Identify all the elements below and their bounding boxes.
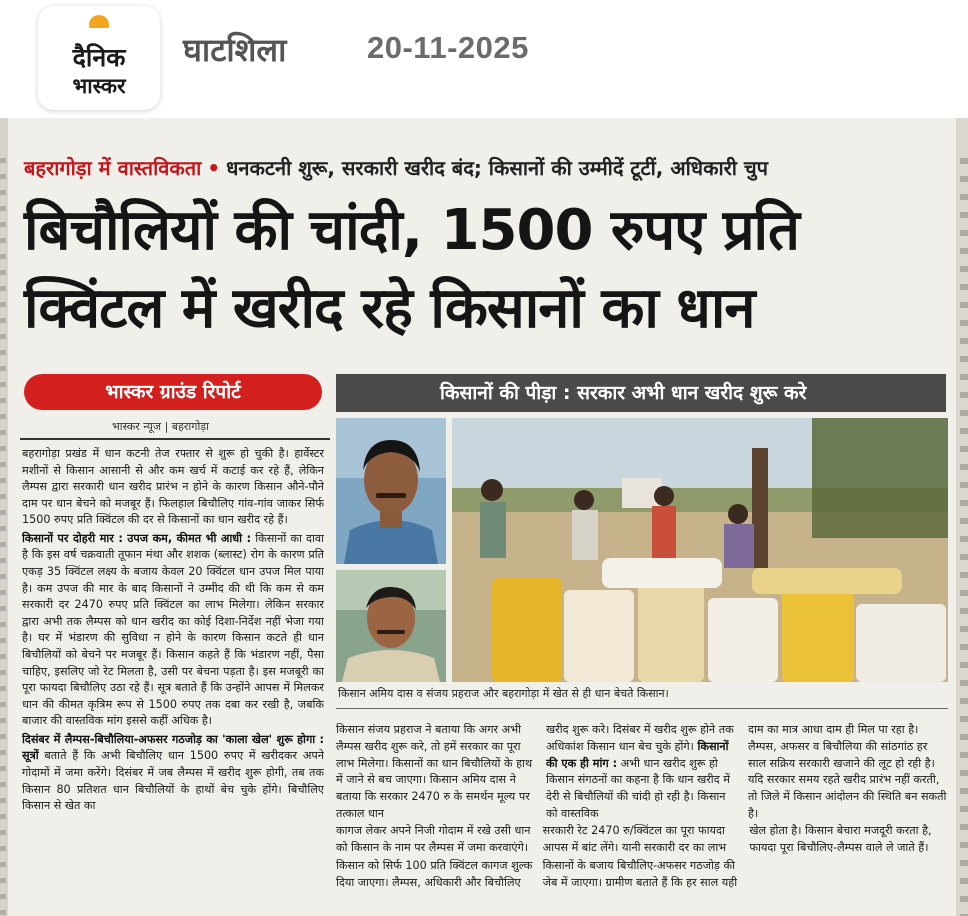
paddy-sacks-field-photo [452,418,948,682]
adjacent-column-left [0,158,6,916]
article-kicker [24,154,954,181]
edition-city: घाटशिला [183,31,287,69]
ground-report-badge: भास्कर ग्राउंड रिपोर्ट [24,374,322,410]
article-body-column-1: किसान संजय प्रहराज ने बताया कि अगर अभी लैम्पस खरीद शुरू करे, तो हमें सरकार का पूरा लाभ मिलेगा। किसानों का धान बिचौलियों के हाथ में जाने से बच जाएगा। किसान अमिय दास ने बताया कि सरकार 2470 रु के समर्थन मूल्य पर तत्काल धान [336,723,533,820]
byline: भास्कर न्यूज | बहरागोड़ा [112,420,210,433]
subheading: किसानों पर दोहरी मार : उपज कम, कीमत भी आधी : [22,531,252,545]
paragraph-text: खरीद शुरू करे। दिसंबर में खरीद शुरू होने तक अधिकांश किसान धान बेच चुके होंगे। [546,723,734,753]
photo-caption: किसान अमिय दास व संजय प्रहराज और बहरागोड़ा में खेत से ही धान बेचते किसान। [338,687,669,700]
headline-line-2: क्विंटल में खरीद रहे किसानों का धान [24,276,755,341]
sun-logo-icon [85,12,113,36]
article-body-column-2 [546,722,736,822]
kicker-separator: • [207,156,221,180]
kicker-subtitle: धनकटनी शुरू, सरकारी खरीद बंद; किसानों की उम्मीदें टूटीं, अधिकारी चुप [226,156,769,180]
subheading: किसानों की एक ही मांग : [546,739,729,770]
newspaper-clipping[interactable] [0,118,968,916]
edition-date: 20-11-2025 [367,30,529,65]
logo-text-dainik: दैनिक [72,43,126,72]
paragraph-with-subhead [22,732,324,815]
caption-divider [336,708,948,709]
paragraph-text: बताते हैं कि अभी बिचौलिए धान 1500 रुपए में खरीदकर अपने गोदामों में जमा करेंगे। दिसंबर में जब लैम्पस में खरीद शुरू होगी, तब तक किसान 80 प्रतिशत धान बिचौलियों के हाथों बेच चुके होंगे। बिचौलिए किसान से खेत का [22,749,324,813]
article-body-bottom-columns: कागज लेकर अपने निजी गोदाम में रखे उसी धान को किसान के नाम पर लैम्पस में जमा करवाएंगे। किसान को सिर्फ 100 प्रति क्विंटल कागज शुल्क दिया जाएगा। लैम्पस, अधिकारी और बिचौलिए सरकारी रेट 2470 रु/क्विंटल का पूरा फायदा आपस में बांट लेंगे। यानी सरकारी दर का लाभ किसानों के बजाय बिचौलिए-अफसर गठजोड़ की जेब में जाएगा। ग्रामीण बताते हैं कि हर साल यही खेल होता है। किसान बेचारा मजदूरी करता है, फायदा पूरा बिचौलिए-लैम्पस वाले ले जाते हैं। [336,824,932,890]
kicker-highlight: बहरागोड़ा में वास्तविकता [24,156,202,180]
portrait-photo-sanjay-praharaj [336,570,446,682]
headline-line-1: बिचौलियों की चांदी, 1500 रुपए प्रति [24,198,799,263]
article-body-column-3: दाम का मात्र आधा दाम ही मिल पा रहा है। लैम्पस, अफसर व बिचौलिया की सांठगांठ हर साल सक्रिय सरकारी खजाने की लूट हो रही है। यदि सरकार समय रहते खरीद प्रारंभ नहीं करती, तो जिले में किसान आंदोलन की स्थिति बन सकती है। [748,723,947,820]
app-header [0,0,968,118]
byline-divider [20,438,330,440]
photo-section-banner: किसानों की पीड़ा : सरकार अभी धान खरीद शुरू करे [336,374,946,412]
adjacent-column-right [960,158,968,916]
portrait-photo-amiya-das [336,418,446,564]
subheading: दिसंबर में लैम्पस-बिचौलिया-अफसर गठजोड़ का 'काला खेल' शुरू होगा : सूत्रों [22,732,324,763]
paragraph: बहरागोड़ा प्रखंड में धान कटनी तेज रफ्तार से शुरू हो चुकी है। हार्वेस्टर मशीनों से किसान आसानी से और कम खर्च में कटाई कर रहे हैं, लेकिन लैम्पस द्वारा सरकारी धान खरीद प्रारंभ न होने के कारण किसान औने-पौने दाम पर धान बेचने को मजबूर हैं। फिलहाल बिचौलिए गांव-गांव जाकर सिर्फ 1500 रुपए प्रति क्विंटल की दर से किसानों का धान खरीद रहे हैं। [22,447,324,527]
paragraph-with-subhead [22,531,324,730]
paragraph-text: अभी धान खरीद शुरू हो किसान संगठनों का कहना है कि धान खरीद में देरी से बिचौलियों की चांदी हो रही है। किसान को वास्तविक [546,756,730,820]
paragraph-text: किसानों का दावा है कि इस वर्ष चक्रवाती तूफान मंथा और शशक (ब्लास्ट) रोग के कारण प्रति एकड़ 35 क्विंटल लक्ष्य के बजाय केवल 20 क्विंटल धान उपज मिल पाया है। कम उपज की मार के बाद किसानों ने उम्मीद की थी कि कम से कम सरकारी दर 2470 रुपए प्रति क्विंटल का लाभ मिलेगा। लेकिन सरकार द्वारा अभी तक लैम्पस को धान खरीद का कोई दिशा-निर्देश नहीं भेजा गया है। घर में भंडारण की सुविधा न होने के कारण किसान कटते ही धान बिचौलियों को बेचने पर मजबूर हैं। किसान कहते हैं कि भंडारण नहीं, पैसा चाहिए, इसलिए जो रेट मिलता है, उसी पर बेचना पड़ता है। इस मजबूरी का पूरा फायदा बिचौलिए उठा रहे हैं। सूत्र बताते हैं कि उन्होंने आपस में मिलकर धान की कीमत कृत्रिम रूप से 1500 रुपए तक दबा कर रखी है, जबकि बाजार की वास्तविक मांग इससे कहीं अधिक है। [22,531,324,728]
logo-text-bhaskar: भास्कर [72,74,126,98]
article-body-left-column [22,446,324,916]
dainik-bhaskar-logo[interactable] [38,6,160,110]
